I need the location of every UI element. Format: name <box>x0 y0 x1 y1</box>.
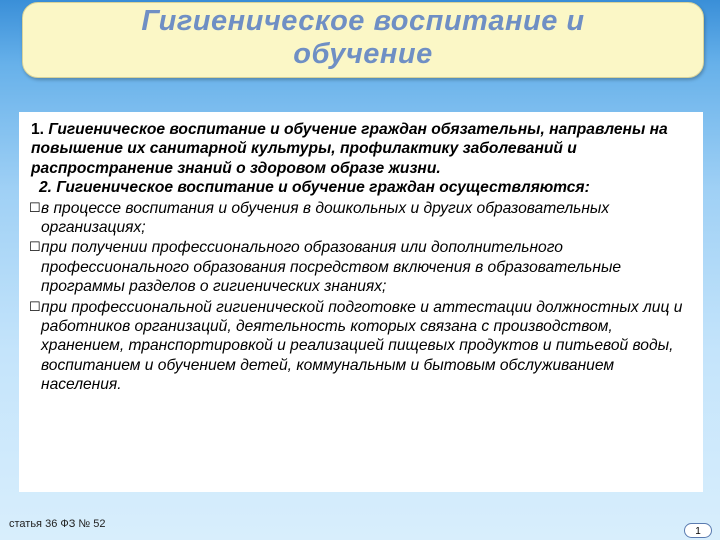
bullet-item-3 <box>29 297 695 395</box>
checkbox-bullet-icon: ☐ <box>29 239 41 255</box>
paragraph-1-number: 1. <box>31 121 45 138</box>
slide-title-line-2: обучение <box>293 38 433 70</box>
paragraph-2: 2. Гигиеническое воспитание и обучение граждан осуществляются: <box>39 179 590 197</box>
paragraph-1-text: Гигиеническое воспитание и обучение граждан обязательны, направлены на повышение их санитарной культуры, профилактику заболеваний и распространение знаний о здоровом образе жизни. <box>31 121 668 177</box>
bullet-item-text: при профессиональной гигиенической подготовке и аттестации должностных лиц и работников организаций, деятельность которых связана с производством, хранением, транспортировкой и реализацией пищевых продуктов и питьевой воды, воспитанием и обучением детей, коммунальным и бытовым обслуживанием населения. <box>41 298 683 394</box>
bullet-item-text: при получении профессионального образования или дополнительного профессионального образования посредством включения в образовательные программы разделов о гигиенических знаниях; <box>41 239 622 296</box>
bullet-item-text: в процессе воспитания и обучения в дошкольных и других образовательных организациях; <box>41 199 610 237</box>
slide-title-line-1: Гигиеническое воспитание и <box>141 5 585 37</box>
title-banner <box>22 2 704 78</box>
checkbox-bullet-icon: ☐ <box>29 298 41 314</box>
law-reference: статья 36 ФЗ № 52 <box>9 518 106 530</box>
bullet-item-2 <box>29 237 695 296</box>
checkbox-bullet-icon: ☐ <box>29 199 41 215</box>
bullet-item-1 <box>29 198 695 238</box>
page-number-badge: 1 <box>684 523 712 538</box>
content-panel <box>19 112 703 492</box>
paragraph-1 <box>29 120 695 178</box>
